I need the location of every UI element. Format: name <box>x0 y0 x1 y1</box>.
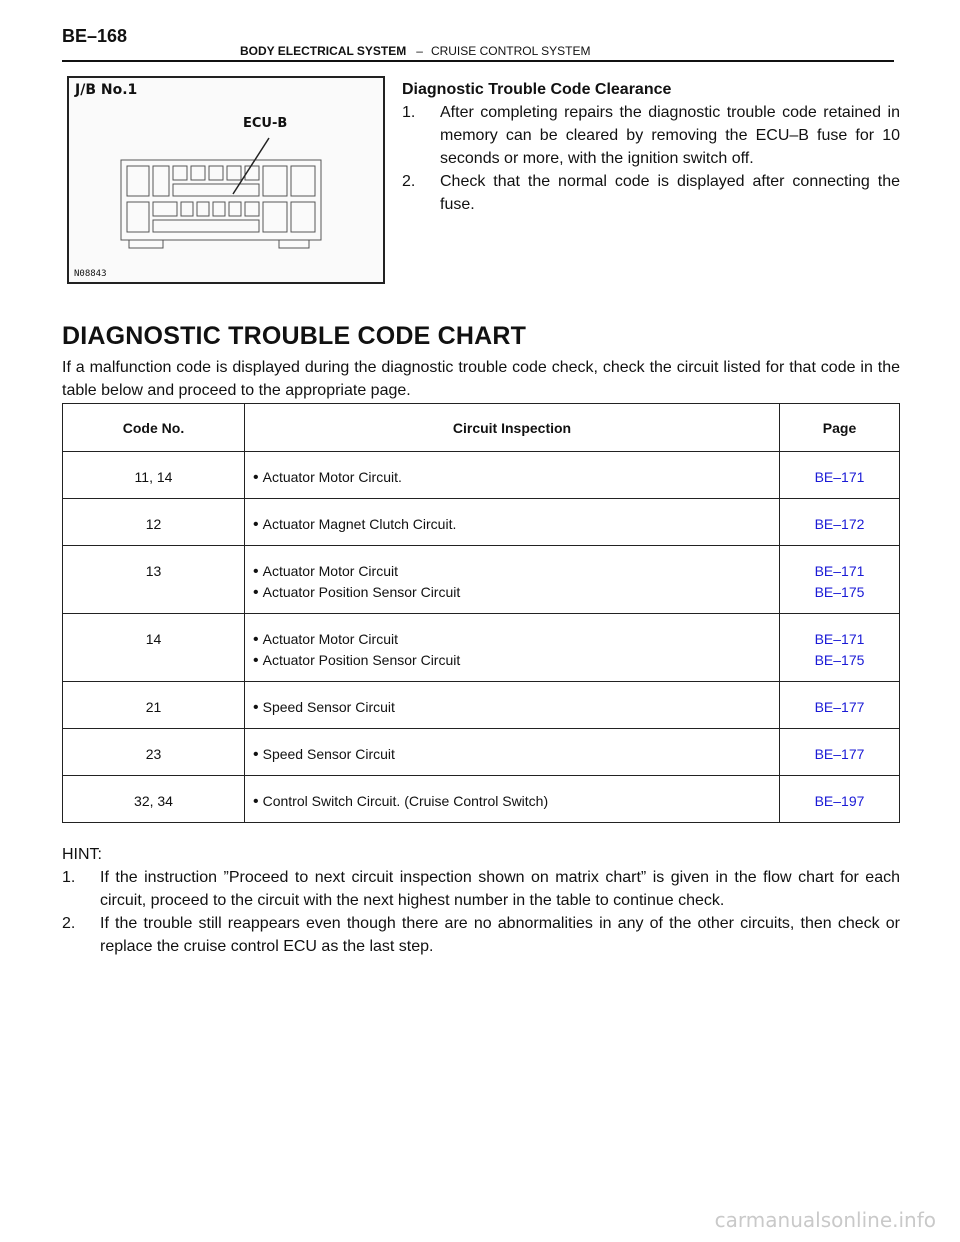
code-cell: 21 <box>63 682 245 729</box>
page-link[interactable]: BE–171 <box>814 563 865 579</box>
page-link[interactable]: BE–177 <box>814 699 865 715</box>
figure-label: J/B No.1 <box>75 82 138 98</box>
page-link[interactable]: BE–197 <box>814 793 865 809</box>
table-row <box>63 682 900 729</box>
step-number: 2. <box>402 173 416 190</box>
page-cell <box>780 729 900 776</box>
step-number: 1. <box>402 104 416 121</box>
hint-label: HINT: <box>62 846 102 863</box>
table-row <box>63 499 900 546</box>
circuit-item: • Speed Sensor Circuit <box>253 697 779 718</box>
circuit-item: • Control Switch Circuit. (Cruise Control Switch) <box>253 791 779 812</box>
page-cell <box>780 614 900 682</box>
hint-step <box>62 912 900 958</box>
section-title: BODY ELECTRICAL SYSTEM <box>240 44 407 58</box>
code-cell: 23 <box>63 729 245 776</box>
circuit-item: • Actuator Magnet Clutch Circuit. <box>253 514 779 535</box>
chart-title: DIAGNOSTIC TROUBLE CODE CHART <box>62 322 527 350</box>
junction-block-drawing <box>69 78 383 282</box>
circuit-cell <box>245 546 780 614</box>
circuit-cell <box>245 776 780 823</box>
table-header-row <box>63 404 900 452</box>
watermark: carmanualsonline.info <box>714 1208 936 1232</box>
page-cell <box>780 499 900 546</box>
page-cell <box>780 776 900 823</box>
header-page: Page <box>780 404 900 452</box>
dtc-clearance-title: Diagnostic Trouble Code Clearance <box>402 81 672 98</box>
running-header <box>240 44 591 58</box>
page-link[interactable]: BE–175 <box>814 652 865 668</box>
subsection-title: CRUISE CONTROL SYSTEM <box>430 44 591 58</box>
circuit-item: • Speed Sensor Circuit <box>253 744 779 765</box>
table-row <box>63 614 900 682</box>
header-circuit: Circuit Inspection <box>245 404 780 452</box>
circuit-cell <box>245 499 780 546</box>
code-cell: 14 <box>63 614 245 682</box>
code-cell: 11, 14 <box>63 452 245 499</box>
dtc-clearance-step <box>402 101 900 170</box>
circuit-item: • Actuator Motor Circuit <box>253 561 779 582</box>
step-text: If the instruction ”Proceed to next circuit inspection shown on matrix chart” is given in the flow chart for each circuit, proceed to the circuit with the next highest number in the table to continue check. <box>100 869 900 909</box>
page-cell <box>780 452 900 499</box>
circuit-cell <box>245 682 780 729</box>
page-link[interactable]: BE–172 <box>814 516 865 532</box>
step-text: After completing repairs the diagnostic trouble code retained in memory can be cleared by removing the ECU–B fuse for 10 seconds or more, with the ignition switch off. <box>440 104 900 167</box>
step-number: 2. <box>62 915 76 932</box>
page-link[interactable]: BE–171 <box>814 631 865 647</box>
code-cell: 13 <box>63 546 245 614</box>
circuit-cell <box>245 614 780 682</box>
header-code: Code No. <box>63 404 245 452</box>
circuit-item: • Actuator Position Sensor Circuit <box>253 650 779 671</box>
page-cell <box>780 682 900 729</box>
circuit-cell <box>245 729 780 776</box>
circuit-item: • Actuator Position Sensor Circuit <box>253 582 779 603</box>
junction-block-figure <box>67 76 385 284</box>
dtc-clearance-step <box>402 170 900 216</box>
chart-intro: If a malfunction code is displayed during the diagnostic trouble code check, check the circuit listed for that code in the table below and proceed to the appropriate page. <box>62 359 900 399</box>
table-row <box>63 729 900 776</box>
header-rule <box>62 60 894 62</box>
page-link[interactable]: BE–175 <box>814 584 865 600</box>
circuit-cell <box>245 452 780 499</box>
header-separator: – <box>416 44 423 58</box>
page-link[interactable]: BE–171 <box>814 469 865 485</box>
step-text: Check that the normal code is displayed after connecting the fuse. <box>440 173 900 213</box>
code-cell: 12 <box>63 499 245 546</box>
circuit-item: • Actuator Motor Circuit. <box>253 467 779 488</box>
step-number: 1. <box>62 869 76 886</box>
circuit-item: • Actuator Motor Circuit <box>253 629 779 650</box>
hint-section <box>62 843 900 958</box>
page-link[interactable]: BE–177 <box>814 746 865 762</box>
page-cell <box>780 546 900 614</box>
step-text: If the trouble still reappears even though there are no abnormalities in any of the other circuits, then check or replace the cruise control ECU as the last step. <box>100 915 900 955</box>
page-number: BE–168 <box>62 26 128 46</box>
dtc-table <box>62 403 900 823</box>
table-row <box>63 776 900 823</box>
table-row <box>63 546 900 614</box>
dtc-clearance-section <box>402 78 900 216</box>
table-row <box>63 452 900 499</box>
hint-step <box>62 866 900 912</box>
code-cell: 32, 34 <box>63 776 245 823</box>
figure-code: N08843 <box>74 269 107 279</box>
ecu-b-callout: ECU-B <box>243 116 288 131</box>
